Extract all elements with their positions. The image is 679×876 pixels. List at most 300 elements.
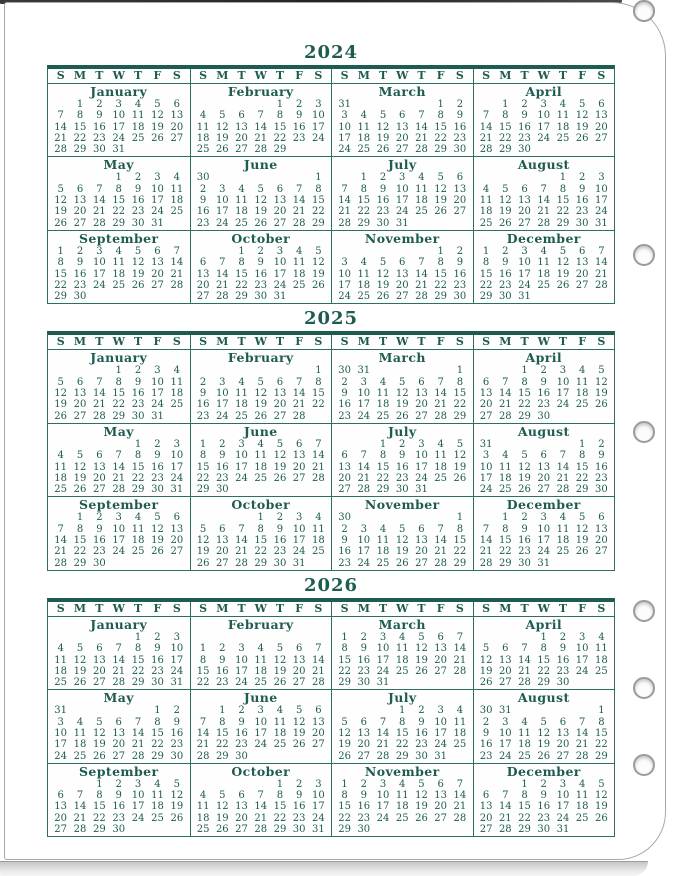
day-cell <box>515 172 534 183</box>
day-cell <box>573 144 592 155</box>
day-cell: 2 <box>502 245 509 257</box>
day-cell: 10 <box>537 523 551 535</box>
day-cell: 26 <box>254 410 268 422</box>
day-cell: 25 <box>235 410 248 422</box>
day-cell: 11 <box>556 523 570 535</box>
day-cell: 3 <box>238 438 245 450</box>
week-row <box>191 280 332 291</box>
day-cell: 29 <box>453 557 467 569</box>
day-cell: 12 <box>338 727 351 739</box>
weekday-header: W <box>396 335 409 349</box>
day-cell: 5 <box>559 245 567 257</box>
day-cell <box>412 824 431 835</box>
week-row <box>191 450 332 461</box>
month-name: November <box>364 230 440 246</box>
weekday-header: T <box>520 335 529 349</box>
day-cell: 9 <box>399 450 406 462</box>
day-cell: 2 <box>173 705 180 717</box>
day-cell: 19 <box>73 665 87 677</box>
day-cell: 14 <box>112 654 126 666</box>
day-cell: 1 <box>598 705 605 717</box>
day-cell: 30 <box>595 484 608 496</box>
month-panel <box>48 617 190 689</box>
weekday-header: W <box>254 601 267 615</box>
day-cell: 12 <box>415 643 428 655</box>
week-row <box>332 666 473 677</box>
day-cell: 4 <box>559 99 567 110</box>
day-cell: 4 <box>456 705 464 717</box>
day-cell: 20 <box>556 739 570 751</box>
week-row <box>332 184 473 195</box>
day-cell: 31 <box>292 557 306 569</box>
day-cell: 5 <box>418 778 425 790</box>
day-cell <box>194 246 213 257</box>
day-cell: 8 <box>315 376 322 388</box>
day-cell: 4 <box>199 790 207 802</box>
day-cell: 22 <box>151 739 164 751</box>
day-cell: 6 <box>173 512 180 524</box>
day-cell: 18 <box>54 665 68 677</box>
day-cell <box>431 484 450 495</box>
day-cell: 22 <box>235 279 248 291</box>
month-panel <box>473 763 615 836</box>
day-cell: 30 <box>453 144 467 156</box>
day-cell: 11 <box>254 654 268 666</box>
day-cell: 1 <box>134 438 142 450</box>
month-name: February <box>227 84 294 99</box>
day-cell: 3 <box>173 438 180 450</box>
day-cell: 12 <box>479 654 493 666</box>
day-cell: 25 <box>595 665 608 677</box>
day-cell: 29 <box>73 557 87 569</box>
day-cell: 8 <box>199 654 207 666</box>
day-cell: 24 <box>170 665 184 677</box>
day-cell: 14 <box>312 450 325 462</box>
day-cell: 15 <box>273 121 287 133</box>
day-cell: 29 <box>595 750 608 762</box>
day-cell: 4 <box>295 245 303 257</box>
day-cell <box>335 172 354 183</box>
week-row <box>474 122 615 133</box>
day-cell: 4 <box>257 643 264 655</box>
day-cell: 18 <box>254 665 268 677</box>
day-cell <box>290 751 309 762</box>
day-cell: 21 <box>292 206 306 218</box>
day-cell: 15 <box>357 195 371 207</box>
week-row <box>48 751 190 762</box>
day-cell: 15 <box>537 654 551 666</box>
day-cell: 14 <box>312 654 325 666</box>
day-cell: 21 <box>357 472 371 484</box>
day-cell: 23 <box>357 665 371 677</box>
week-row <box>474 666 615 677</box>
day-cell: 24 <box>292 546 306 558</box>
weekday-header: T <box>237 601 246 615</box>
day-cell: 1 <box>437 245 444 257</box>
day-cell: 18 <box>131 535 145 547</box>
day-cell: 8 <box>437 257 444 269</box>
week-row <box>48 790 190 801</box>
weekday-header: F <box>295 69 304 82</box>
day-cell: 31 <box>498 705 512 717</box>
week-row <box>48 218 190 229</box>
weekday-header: S <box>314 69 323 82</box>
day-cell: 23 <box>254 279 268 291</box>
day-cell <box>309 558 328 569</box>
week-row <box>474 473 615 484</box>
day-cell: 18 <box>196 812 210 824</box>
day-cell: 13 <box>453 183 467 195</box>
weekday-header: F <box>436 335 445 349</box>
day-cell: 30 <box>556 677 570 689</box>
week-row <box>474 705 615 716</box>
day-cell: 24 <box>395 206 409 218</box>
week-row <box>474 801 615 812</box>
day-cell: 9 <box>76 257 84 269</box>
day-cell: 21 <box>479 132 493 144</box>
day-cell: 27 <box>575 279 589 291</box>
day-cell: 20 <box>434 654 448 666</box>
weekday-header-group <box>331 335 473 349</box>
day-cell <box>290 291 309 302</box>
weekday-header: T <box>378 69 388 82</box>
year-table <box>47 65 615 304</box>
day-cell: 5 <box>96 716 103 728</box>
day-cell: 15 <box>312 195 325 207</box>
day-cell: 13 <box>196 268 210 280</box>
day-cell: 15 <box>434 121 448 133</box>
month-name: July <box>387 157 417 173</box>
month-panel <box>48 763 190 836</box>
day-cell: 29 <box>112 410 126 422</box>
day-cell: 11 <box>170 376 184 388</box>
week-row <box>48 411 190 422</box>
day-cell: 4 <box>173 365 180 377</box>
day-cell: 6 <box>115 716 122 728</box>
day-cell: 4 <box>578 778 586 790</box>
week-row <box>332 677 473 688</box>
day-cell: 17 <box>131 801 145 813</box>
day-cell: 18 <box>235 206 248 218</box>
day-cell <box>167 218 186 229</box>
day-cell: 7 <box>502 790 509 802</box>
day-cell: 25 <box>254 472 268 484</box>
day-cell: 18 <box>273 727 287 739</box>
day-cell: 2 <box>115 778 122 790</box>
day-cell: 16 <box>215 461 229 473</box>
week-row <box>191 484 332 495</box>
day-cell: 9 <box>238 716 245 728</box>
week-row <box>48 801 190 812</box>
day-cell: 14 <box>54 535 68 547</box>
day-cell: 11 <box>196 801 210 813</box>
day-cell <box>573 824 592 835</box>
day-cell: 1 <box>276 778 284 790</box>
day-cell <box>194 632 213 643</box>
day-cell: 16 <box>235 727 248 739</box>
day-cell: 26 <box>151 546 164 558</box>
day-cell <box>109 291 128 302</box>
day-cell: 14 <box>453 790 467 802</box>
day-cell: 18 <box>357 132 371 144</box>
day-cell: 5 <box>219 110 226 122</box>
day-cell: 1 <box>76 99 84 110</box>
day-cell: 21 <box>112 472 126 484</box>
weekday-header: F <box>153 69 162 82</box>
day-cell: 16 <box>556 654 570 666</box>
day-cell: 19 <box>498 206 512 218</box>
week-row <box>474 677 615 688</box>
week-row <box>474 462 615 473</box>
day-cell: 16 <box>292 801 306 813</box>
day-cell: 17 <box>170 461 184 473</box>
week-row <box>474 144 615 155</box>
day-cell: 25 <box>434 472 448 484</box>
day-cell: 20 <box>479 812 493 824</box>
day-cell <box>309 751 328 762</box>
day-cell: 5 <box>276 438 284 450</box>
day-cell: 28 <box>453 812 467 824</box>
day-cell: 16 <box>518 535 531 547</box>
day-cell: 13 <box>235 801 248 813</box>
day-cell: 24 <box>537 546 551 558</box>
day-cell: 16 <box>131 388 145 400</box>
day-cell: 27 <box>235 144 248 156</box>
day-cell: 9 <box>578 183 586 195</box>
day-cell: 26 <box>73 677 87 689</box>
month-name: April <box>525 616 563 632</box>
day-cell: 29 <box>518 410 531 422</box>
day-cell: 6 <box>341 450 348 462</box>
day-cell: 10 <box>434 716 448 728</box>
day-cell: 10 <box>415 450 428 462</box>
day-cell: 20 <box>595 121 608 133</box>
day-cell <box>592 144 611 155</box>
day-cell: 21 <box>54 132 68 144</box>
day-cell: 27 <box>112 750 126 762</box>
day-cell: 25 <box>415 206 428 218</box>
day-cell: 28 <box>376 750 390 762</box>
weekday-header: S <box>199 601 208 615</box>
day-cell: 5 <box>456 438 464 450</box>
day-cell: 18 <box>556 535 570 547</box>
week-row <box>191 717 332 728</box>
day-cell: 9 <box>341 388 348 400</box>
day-cell: 9 <box>360 643 367 655</box>
day-cell: 20 <box>151 268 164 280</box>
day-cell: 27 <box>498 677 512 689</box>
day-cell: 1 <box>154 705 161 717</box>
day-cell: 27 <box>215 557 229 569</box>
day-cell: 30 <box>112 824 126 836</box>
month-panel <box>473 617 615 689</box>
week-row <box>48 462 190 473</box>
day-cell: 3 <box>360 376 367 388</box>
day-cell: 27 <box>273 410 287 422</box>
day-cell <box>534 144 553 155</box>
weekday-header: M <box>216 335 229 349</box>
day-cell: 2 <box>154 631 161 643</box>
day-cell: 4 <box>276 705 284 717</box>
day-cell <box>553 411 572 422</box>
day-cell: 20 <box>93 472 106 484</box>
day-cell: 5 <box>315 245 322 257</box>
day-cell: 17 <box>273 268 287 280</box>
day-cell: 12 <box>170 790 184 802</box>
weekday-header: S <box>597 601 606 615</box>
day-cell: 20 <box>415 399 428 411</box>
day-cell: 19 <box>434 195 448 207</box>
day-cell: 11 <box>54 461 68 473</box>
day-cell: 4 <box>199 110 207 122</box>
calendar-content <box>47 44 615 837</box>
week-row <box>474 535 615 546</box>
day-cell: 31 <box>112 144 126 156</box>
week-row <box>48 546 190 557</box>
day-cell: 21 <box>292 399 306 411</box>
week-row <box>191 779 332 790</box>
day-cell: 10 <box>151 183 164 195</box>
day-cell <box>373 246 392 257</box>
month-name: September <box>78 230 159 246</box>
month-name: July <box>387 690 417 706</box>
week-row <box>191 824 332 835</box>
day-cell: 24 <box>112 132 126 144</box>
day-cell: 20 <box>73 399 87 411</box>
day-cell: 31 <box>338 99 351 110</box>
day-cell: 19 <box>338 739 351 751</box>
day-cell: 28 <box>357 484 371 496</box>
day-cell: 29 <box>235 291 248 303</box>
day-cell: 15 <box>498 535 512 547</box>
month-panel <box>331 423 473 496</box>
week-row <box>48 99 190 110</box>
day-cell: 13 <box>498 654 512 666</box>
day-cell: 20 <box>395 132 409 144</box>
weekday-header: W <box>254 69 267 82</box>
month-name: September <box>78 497 159 513</box>
month-name: February <box>227 350 294 366</box>
weekday-header: S <box>199 335 208 349</box>
week-row <box>332 269 473 280</box>
day-cell: 19 <box>254 399 268 411</box>
day-cell <box>167 824 186 835</box>
day-cell <box>515 632 534 643</box>
day-cell: 11 <box>595 643 608 655</box>
day-cell: 9 <box>219 450 226 462</box>
day-cell: 25 <box>54 677 68 689</box>
week-row <box>48 739 190 750</box>
day-cell: 11 <box>498 461 512 473</box>
day-cell: 8 <box>521 790 528 802</box>
day-cell: 21 <box>434 546 448 558</box>
day-cell: 10 <box>395 183 409 195</box>
day-cell: 29 <box>357 217 371 229</box>
month-panel <box>190 230 332 303</box>
day-cell: 20 <box>357 739 371 751</box>
day-cell: 6 <box>276 376 284 388</box>
week-row <box>332 705 473 716</box>
day-cell: 8 <box>115 183 122 195</box>
day-cell: 30 <box>395 484 409 496</box>
day-cell: 6 <box>295 438 303 450</box>
day-cell: 18 <box>595 654 608 666</box>
day-cell: 29 <box>131 677 145 689</box>
weekday-header-row <box>48 69 614 84</box>
weekday-header: F <box>578 335 587 349</box>
day-cell: 16 <box>453 121 467 133</box>
day-cell: 22 <box>518 812 531 824</box>
week-row <box>474 280 615 291</box>
day-cell: 16 <box>338 546 351 558</box>
day-cell: 17 <box>338 132 351 144</box>
day-cell: 15 <box>556 195 570 207</box>
day-cell: 1 <box>115 172 122 184</box>
day-cell: 10 <box>338 121 351 133</box>
week-row <box>191 291 332 302</box>
week-row <box>48 524 190 535</box>
week-row <box>332 824 473 835</box>
day-cell: 15 <box>254 535 268 547</box>
day-cell: 7 <box>418 110 425 122</box>
day-cell <box>534 291 553 302</box>
day-cell: 7 <box>437 376 444 388</box>
day-cell: 20 <box>479 399 493 411</box>
day-cell <box>148 558 167 569</box>
day-cell: 12 <box>376 121 390 133</box>
week-row <box>332 246 473 257</box>
week-row <box>48 399 190 410</box>
day-cell <box>194 705 213 716</box>
day-cell: 3 <box>437 705 444 717</box>
day-cell <box>412 218 431 229</box>
day-cell <box>553 705 572 716</box>
weekday-header: S <box>340 335 349 349</box>
day-cell: 31 <box>556 824 570 836</box>
day-cell: 11 <box>312 523 325 535</box>
day-cell: 30 <box>453 291 467 303</box>
day-cell <box>431 365 450 376</box>
week-row <box>48 388 190 399</box>
day-cell: 21 <box>498 812 512 824</box>
weekday-header: S <box>597 335 606 349</box>
week-row <box>48 184 190 195</box>
week-row <box>332 790 473 801</box>
day-cell: 27 <box>479 824 493 836</box>
day-cell: 15 <box>338 801 351 813</box>
day-cell: 8 <box>76 110 84 122</box>
day-cell: 11 <box>235 195 248 207</box>
day-cell: 30 <box>479 705 493 717</box>
day-cell <box>573 677 592 688</box>
day-cell: 21 <box>73 812 87 824</box>
day-cell: 19 <box>376 279 390 291</box>
day-cell: 8 <box>379 450 387 462</box>
day-cell: 25 <box>273 739 287 751</box>
month-panel <box>48 496 190 569</box>
day-cell: 22 <box>338 665 351 677</box>
day-cell <box>515 439 534 450</box>
weekday-header: W <box>396 69 409 82</box>
day-cell: 25 <box>395 812 409 824</box>
year-title: 2026 <box>303 574 359 596</box>
day-cell: 19 <box>415 801 428 813</box>
day-cell: 17 <box>595 195 608 207</box>
month-panel <box>331 496 473 569</box>
weekday-header: W <box>112 335 125 349</box>
day-cell: 29 <box>338 677 351 689</box>
day-cell: 16 <box>537 388 551 400</box>
